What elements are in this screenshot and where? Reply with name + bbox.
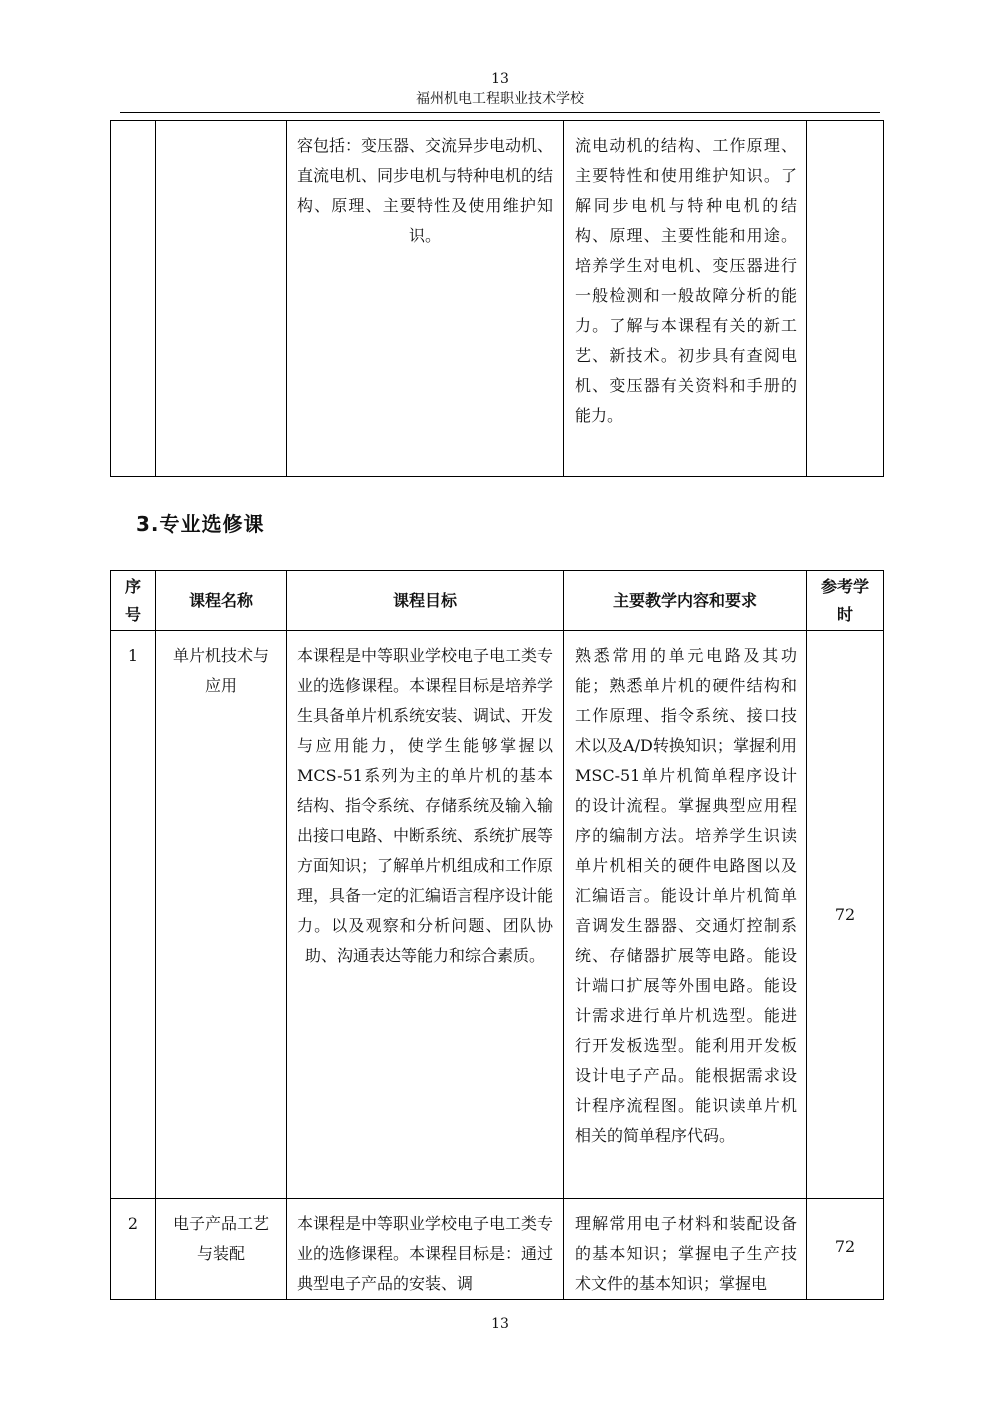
course-content-cell xyxy=(564,631,807,1199)
course-content-text: 理解常用电子材料和装配设备的基本知识；掌握电子生产技术文件的基本知识；掌握电 xyxy=(575,1214,797,1293)
table-row xyxy=(111,121,884,477)
header-school-name: 福州机电工程职业技术学校 xyxy=(416,91,584,107)
page-footer-number: 13 xyxy=(491,1316,509,1332)
course-goal-text: 本课程是中等职业学校电子电工类专业的选修课程。本课程目标是培养学生具备单片机系统安装、调试、开发与应用能力，使学生能够掌握以MCS-51系列为主的单片机的基本结构、指令系统、存储系统及输入输出接口电路、中断系统、系统扩展等方面知识；了解单片机组成和工作原理，具备一定的汇编语言程序设计能力。以及观察和分析问题、团队协助、沟通表达等能力和综合素质。 xyxy=(297,646,554,965)
content-text: 容包括：变压器、交流异步电动机、直流电机、同步电机与特种电机的结构、原理、主要特性及使用维护知识。 xyxy=(297,136,554,245)
hours-cell xyxy=(807,121,884,477)
table-header-row xyxy=(111,571,884,631)
header-seq: 序号 xyxy=(111,571,156,631)
header-content: 主要教学内容和要求 xyxy=(564,571,807,631)
course-name-cell: 单片机技术与应用 xyxy=(156,631,287,1199)
seq-cell: 1 xyxy=(111,631,156,1199)
header-hours: 参考学时 xyxy=(807,571,884,631)
elective-course-table xyxy=(110,570,884,1300)
goal-cell xyxy=(287,121,564,477)
continued-table xyxy=(110,120,884,477)
table-row xyxy=(111,1199,884,1300)
course-name-cell: 电子产品工艺与装配 xyxy=(156,1199,287,1300)
requirement-text: 流电动机的结构、工作原理、主要特性和使用维护知识。了解同步电机与特种电机的结构、原理、主要性能和用途。培养学生对电机、变压器进行一般检测和一般故障分析的能力。了解与本课程有关的新工艺、新技术。初步具有查阅电机、变压器有关资料和手册的能力。 xyxy=(575,136,797,425)
course-content-cell xyxy=(564,1199,807,1300)
course-goal-text: 本课程是中等职业学校电子电工类专业的选修课程。本课程目标是：通过典型电子产品的安装、调 xyxy=(297,1214,554,1293)
seq-cell xyxy=(111,121,156,477)
section-title: 3.专业选修课 xyxy=(136,512,265,536)
header-course-name: 课程名称 xyxy=(156,571,287,631)
course-goal-cell xyxy=(287,1199,564,1300)
page-header xyxy=(120,70,880,108)
course-content-text: 熟悉常用的单元电路及其功能；熟悉单片机的硬件结构和工作原理、指令系统、接口技术以及A/D转换知识；掌握利用MSC-51单片机简单程序设计的设计流程。掌握典型应用程序的编制方法。培养学生识读单片机相关的硬件电路图以及汇编语言。能设计单片机简单音调发生器器、交通灯控制系统、存储器扩展等电路。能设计端口扩展等外围电路。能设计需求进行单片机选型。能进行开发板选型。能利用开发板设计电子产品。能根据需求设计程序流程图。能识读单片机相关的简单程序代码。 xyxy=(575,646,797,1145)
course-goal-cell xyxy=(287,631,564,1199)
hours-cell: 72 xyxy=(807,631,884,1199)
header-page-number: 13 xyxy=(491,71,509,87)
hours-cell: 72 xyxy=(807,1199,884,1300)
seq-cell: 2 xyxy=(111,1199,156,1300)
header-course-goal: 课程目标 xyxy=(287,571,564,631)
content-cell xyxy=(564,121,807,477)
name-cell xyxy=(156,121,287,477)
header-rule xyxy=(120,112,880,113)
table-row xyxy=(111,631,884,1199)
